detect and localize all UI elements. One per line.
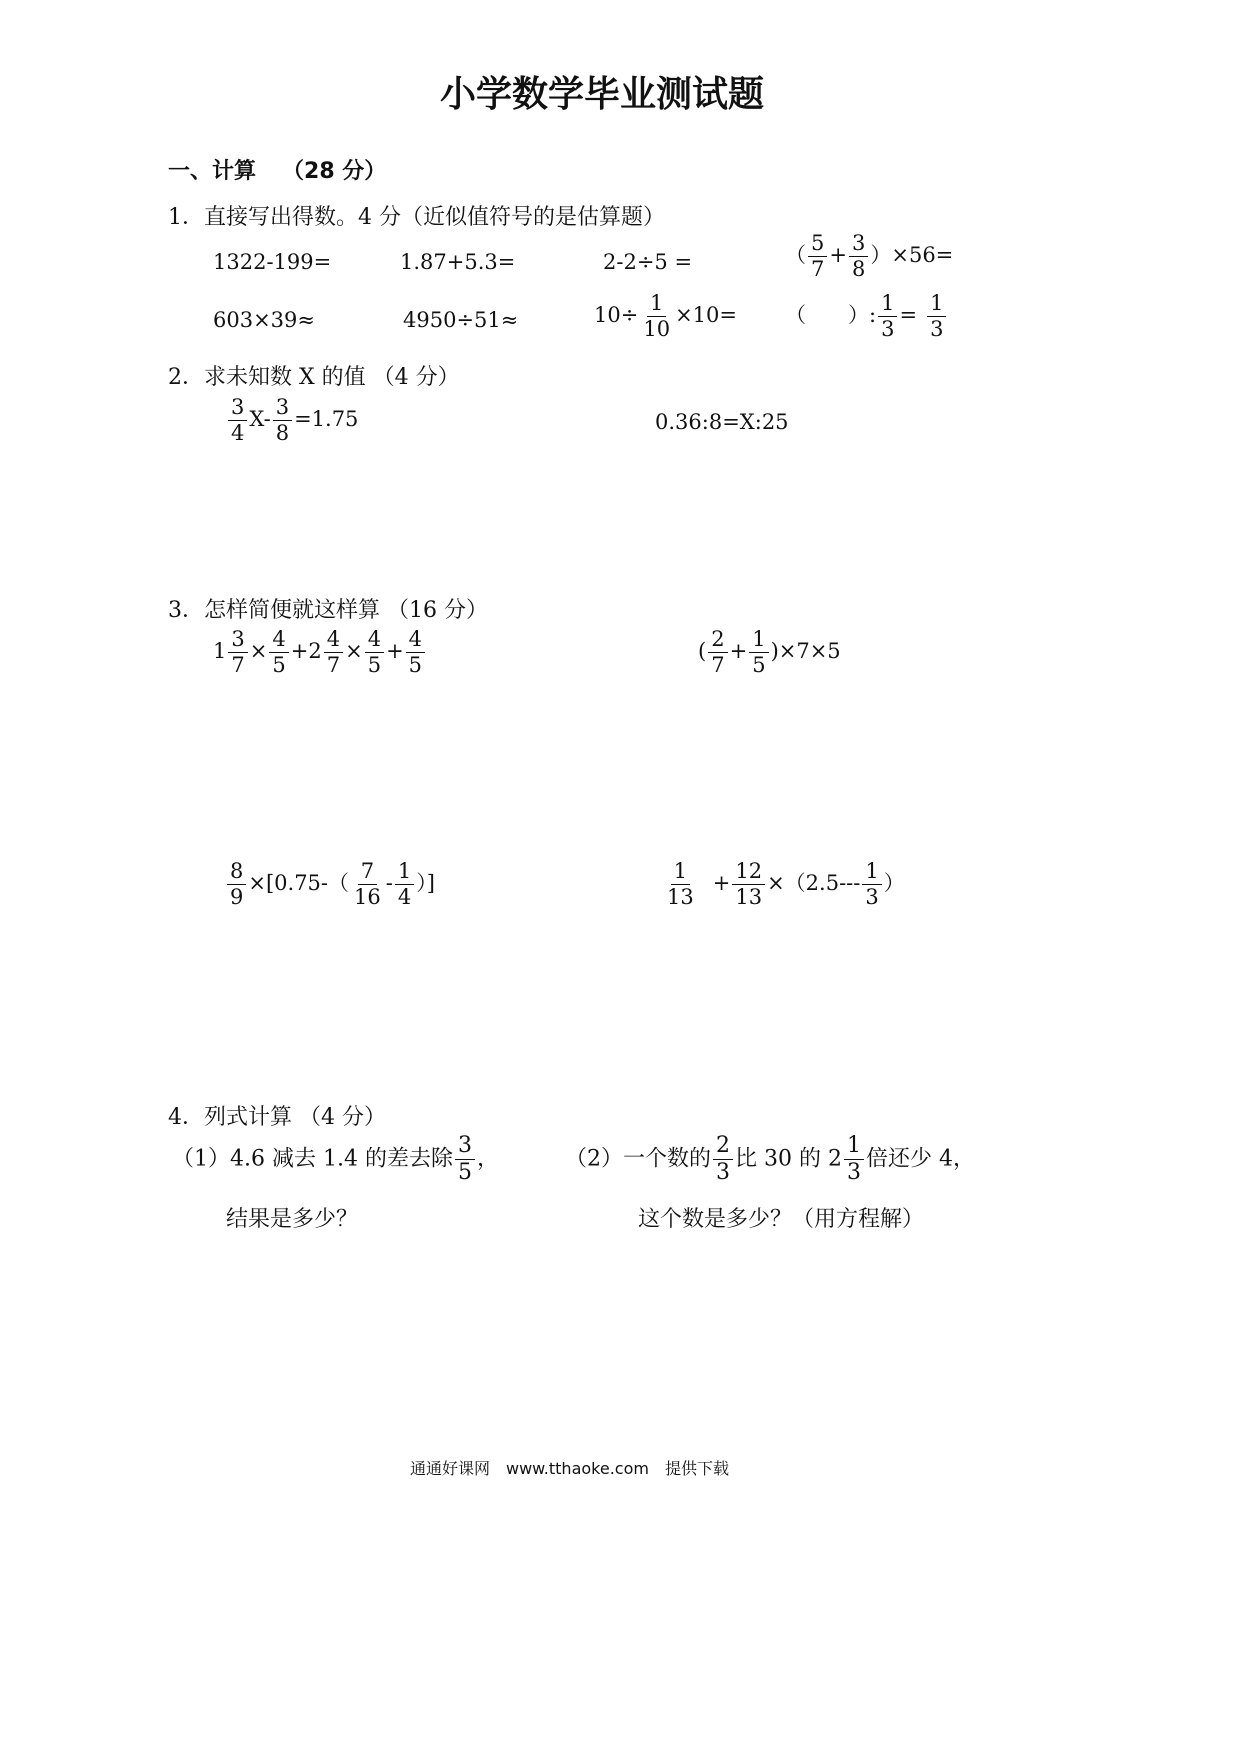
fraction: $\frac{4}{5}$ [365,628,384,677]
fraction: $\frac{1}{3}$ [844,1134,864,1185]
q1-item-1: 1322-199= [213,250,332,274]
q1-item-5: 603×39≈ [213,308,315,332]
fraction: $\frac{2}{3}$ [713,1134,733,1185]
section-points: （28 分） [282,159,387,184]
question-1-heading: 1．直接写出得数。4 分（近似值符号的是估算题） [168,205,665,230]
fraction: $\frac{4}{5}$ [269,628,288,677]
fraction: $\frac{3}{4}$ [228,396,247,445]
fraction: $\frac{1}{5}$ [749,628,768,677]
q4-problem-1: （1）4.6 减去 1.4 的差去除 $\frac{3}{5}$ ， [172,1133,499,1186]
question-3-heading: 3．怎样简便就这样算 （16 分） [168,598,488,623]
q1-item-3: 2-2÷5 = [603,250,693,274]
fraction: $\frac{12}{13}$ [732,860,765,909]
fraction: $\frac{5}{7}$ [808,232,827,281]
fraction: $\frac{4}{5}$ [406,628,425,677]
q2-equation-1: $\frac{3}{4}$ X- $\frac{3}{8}$ =1.75 [226,396,358,445]
fraction: $\frac{2}{7}$ [708,628,727,677]
footer-credit: 通通好课网 www.tthaoke.com 提供下载 [410,1459,729,1478]
fraction: $\frac{8}{9}$ [227,860,246,909]
fraction: $\frac{1}{10}$ [643,291,671,342]
fraction: $\frac{3}{8}$ [273,396,292,445]
fraction: $\frac{3}{5}$ [455,1134,475,1185]
q1-item-4: （ $\frac{5}{7}$ + $\frac{3}{8}$ ）×56= [785,231,954,282]
fraction: $\frac{1}{4}$ [395,860,414,909]
fraction: $\frac{3}{8}$ [849,232,868,281]
fraction: $\frac{1}{13}$ [667,859,694,910]
q4-problem-2-line-2: 这个数是多少？（用方程解） [638,1207,925,1232]
q4-problem-2: （2）一个数的 $\frac{2}{3}$ 比 30 的 2 $\frac{1}{3}$ 倍还少 4， [565,1133,975,1186]
fraction: $\frac{4}{7}$ [324,628,343,677]
q1-item-7: 10÷ $\frac{1}{10}$ ×10= [594,291,737,342]
fraction: $\frac{3}{7}$ [228,628,247,677]
question-2-heading: 2．求未知数 X 的值 （4 分） [168,365,460,390]
q3-expression-4: $\frac{1}{13}$ + $\frac{12}{13}$ ×（2.5--- $\frac{1}{3}$ ） [662,860,905,909]
section-label: 一、计算 [168,159,257,184]
q2-equation-2: 0.36:8=X:25 [655,410,789,434]
q3-expression-3: $\frac{8}{9}$ ×[0.75-（ $\frac{7}{16}$ - $\frac{1}{4}$ ）] [225,860,435,909]
q1-item-6: 4950÷51≈ [403,308,519,332]
fraction: $\frac{1}{3}$ [927,292,946,341]
q3-expression-2: ( $\frac{2}{7}$ + $\frac{1}{5}$ )×7×5 [698,627,841,678]
q1-item-2: 1.87+5.3= [400,250,516,274]
section-heading [168,154,386,185]
fraction: $\frac{7}{16}$ [354,859,381,910]
q4-problem-1-line-2: 结果是多少？ [226,1207,359,1232]
q1-item-8: （ ）: $\frac{1}{3}$ = $\frac{1}{3}$ [785,292,948,341]
fraction: $\frac{1}{3}$ [878,292,897,341]
page-title: 小学数学毕业测试题 [440,74,765,115]
question-4-heading: 4．列式计算 （4 分） [168,1105,386,1130]
q3-expression-1: 1 $\frac{3}{7}$ × $\frac{4}{5}$ +2 $\frac{4}{7}$ × $\frac{4}{5}$ + $\frac{4}{5}$ [213,628,427,677]
fraction: $\frac{1}{3}$ [862,860,881,909]
